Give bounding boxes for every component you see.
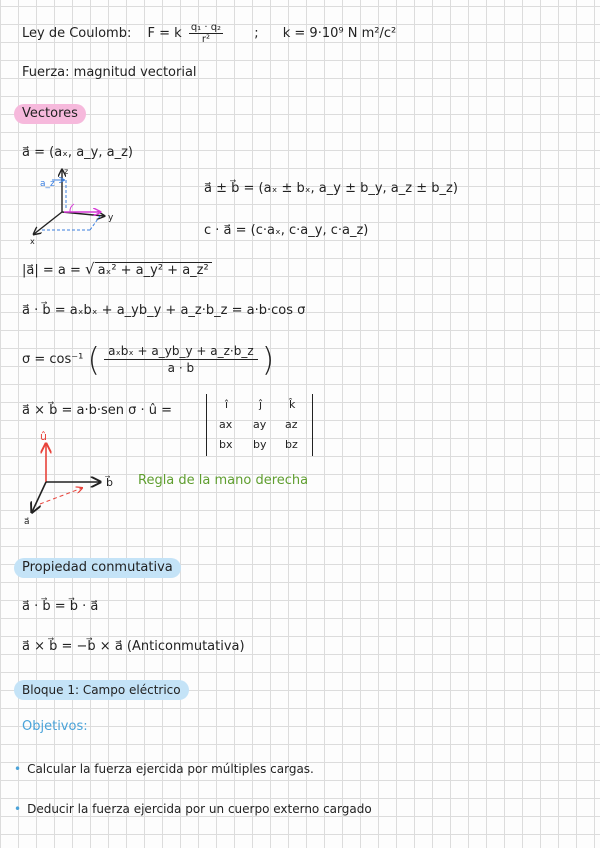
det-i: î <box>225 398 229 411</box>
bullet-item <box>14 800 372 818</box>
cross-product: a⃗ × b⃗ = a·b·sen σ · û = <box>22 403 173 418</box>
bullet-text-2: Deducir la fuerza ejercida por un cuerpo externo cargado <box>27 802 372 816</box>
b-vector-label: b⃗ <box>106 476 113 489</box>
objetivos-label: Objetivos: <box>22 719 88 734</box>
commutative-dot: a⃗ · b⃗ = b⃗ · a⃗ <box>22 599 99 614</box>
bullet-dot-icon: • <box>14 762 22 776</box>
z-axis-label: z <box>64 167 69 176</box>
det-az: az <box>285 418 298 431</box>
modulus-sqrt: aₓ² + a_y² + a_z² <box>95 262 212 278</box>
u-hat-label: û <box>40 430 47 443</box>
angle-frac-bottom: a · b <box>167 361 195 375</box>
heading-conmutativa: Propiedad conmutativa <box>14 558 181 578</box>
angle-frac-top: aₓbₓ + a_yb_y + a_z·b_z <box>104 343 258 360</box>
sqrt-sign: √ <box>85 260 95 278</box>
det-by: by <box>253 438 267 451</box>
y-axis-label: y <box>108 213 114 223</box>
heading-bloque: Bloque 1: Campo eléctrico <box>14 680 189 700</box>
det-ay: ay <box>253 418 267 431</box>
det-bz: bz <box>285 438 298 451</box>
anticommutative-cross: a⃗ × b⃗ = −b⃗ × a⃗ (Anticonmutativa) <box>22 639 245 654</box>
a-vector-label: a⃗ <box>24 517 30 527</box>
vector-modulus <box>22 260 212 280</box>
det-k: k̂ <box>289 398 296 411</box>
cross-determinant <box>206 394 313 456</box>
dot-product: a⃗ · b⃗ = aₓbₓ + a_yb_y + a_z·b_z = a·b·cos σ <box>22 303 306 318</box>
det-j: ĵ <box>259 398 263 411</box>
coulomb-frac-top: q₁ · q₂ <box>190 22 222 33</box>
vector-scalar: c · a⃗ = (c·aₓ, c·a_y, c·a_z) <box>204 223 369 238</box>
axes-diagram-2 <box>20 428 150 528</box>
coulomb-formula: F = k <box>147 26 182 41</box>
vector-a-components: a⃗ = (aₓ, a_y, a_z) <box>22 145 133 160</box>
bullet-text-1: Calcular la fuerza ejercida por múltiples cargas. <box>27 762 314 776</box>
bullet-item <box>14 760 314 778</box>
coulomb-separator: ; <box>254 26 259 41</box>
x-axis-label: x <box>30 237 35 246</box>
vector-sum: a⃗ ± b⃗ = (aₓ ± bₓ, a_y ± b_y, a_z ± b_z) <box>204 181 458 196</box>
axes-diagram-1 <box>30 168 130 248</box>
coulomb-fraction <box>189 22 223 45</box>
regla-mano-derecha: Regla de la mano derecha <box>138 473 309 488</box>
coulomb-law-line <box>22 22 396 45</box>
angle-formula <box>22 342 274 378</box>
det-bx: bx <box>219 438 233 451</box>
angle-left: σ = cos⁻¹ <box>22 352 84 367</box>
det-ax: ax <box>219 418 233 431</box>
heading-vectores: Vectores <box>14 104 86 124</box>
angle-paren-open: ( <box>87 340 100 379</box>
coulomb-label: Ley de Coulomb: <box>22 26 132 41</box>
angle-fraction <box>104 343 258 376</box>
modulus-left: |a⃗| = a = <box>22 263 81 278</box>
bullet-dot-icon: • <box>14 802 22 816</box>
coulomb-frac-bottom: r² <box>201 34 210 45</box>
angle-paren-close: ) <box>261 340 275 379</box>
fuerza-line: Fuerza: magnitud vectorial <box>22 65 197 80</box>
coulomb-constant: k = 9·10⁹ N m²/c² <box>282 26 397 41</box>
az-label: a_z <box>40 179 55 189</box>
